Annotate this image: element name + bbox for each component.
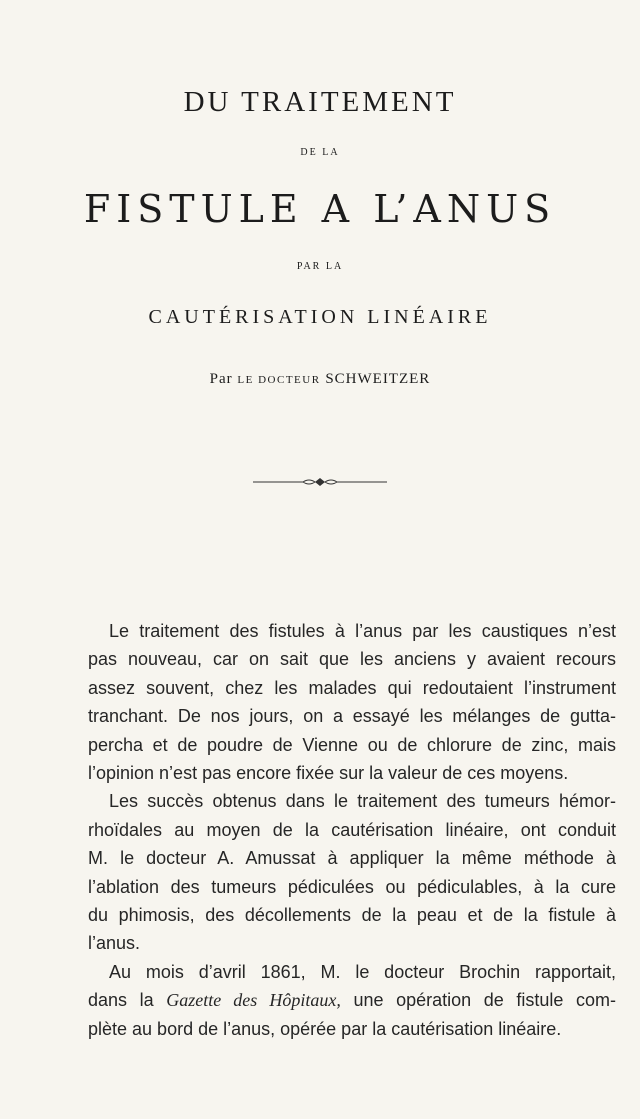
author-line xyxy=(0,371,640,388)
title-line-cauterisation: CAUTÉRISATION LINÉAIRE xyxy=(148,306,492,328)
text-line: l’opinion n’est pas encore fixée sur la valeur de ces moyens. xyxy=(88,763,569,784)
text-line: Au mois d’avril 1861, M. le docteur Brochin rapportait, xyxy=(109,961,616,982)
text-line: M. le docteur A. Amussat à appliquer la même méthode à xyxy=(88,848,616,869)
text-fragment: une opération de fistule com- xyxy=(353,990,616,1011)
body-text xyxy=(88,617,616,1043)
text-line: Les succès obtenus dans le traitement des tumeurs hémor- xyxy=(109,791,616,812)
paragraph-1 xyxy=(88,617,616,787)
text-line: du phimosis, des décollements de la peau et de la fistule à xyxy=(88,905,616,926)
title-line-du-traitement: DU TRAITEMENT xyxy=(183,86,457,118)
text-line: l’ablation des tumeurs pédiculées ou pédiculables, à la cure xyxy=(88,876,616,897)
text-line: l’anus. xyxy=(88,933,141,954)
text-line: plète au bord de l’anus, opérée par la cautérisation linéaire. xyxy=(88,1018,562,1039)
text-line: assez souvent, chez les malades qui redoutaient l’instrument xyxy=(88,677,616,698)
author-prefix-par: Par xyxy=(209,371,233,387)
title-line-par-la: PAR LA xyxy=(296,261,344,272)
paragraph-2 xyxy=(88,787,616,957)
title-line-de-la: DE LA xyxy=(300,147,340,158)
author-name: SCHWEITZER xyxy=(325,371,431,387)
journal-title: Gazette des Hôpitaux, xyxy=(166,990,341,1011)
divider-ornament-icon xyxy=(253,475,387,489)
title-line-fistule: FISTULE A L’ANUS xyxy=(83,187,557,231)
text-line: Le traitement des fistules à l’anus par les caustiques n’est xyxy=(109,621,616,641)
text-line: pas nouveau, car on sait que les anciens y avaient recours xyxy=(88,649,616,670)
text-line: rhoïdales au moyen de la cautérisation linéaire, ont conduit xyxy=(88,819,616,840)
text-line: tranchant. De nos jours, on a essayé les mélanges de gutta- xyxy=(88,706,616,727)
paragraph-3 xyxy=(88,958,616,1043)
author-prefix-rest: LE DOCTEUR xyxy=(237,374,321,386)
text-fragment: dans la xyxy=(88,990,154,1011)
text-line-with-italic xyxy=(88,986,616,1014)
text-line: percha et de poudre de Vienne ou de chlorure de zinc, mais xyxy=(88,734,616,755)
